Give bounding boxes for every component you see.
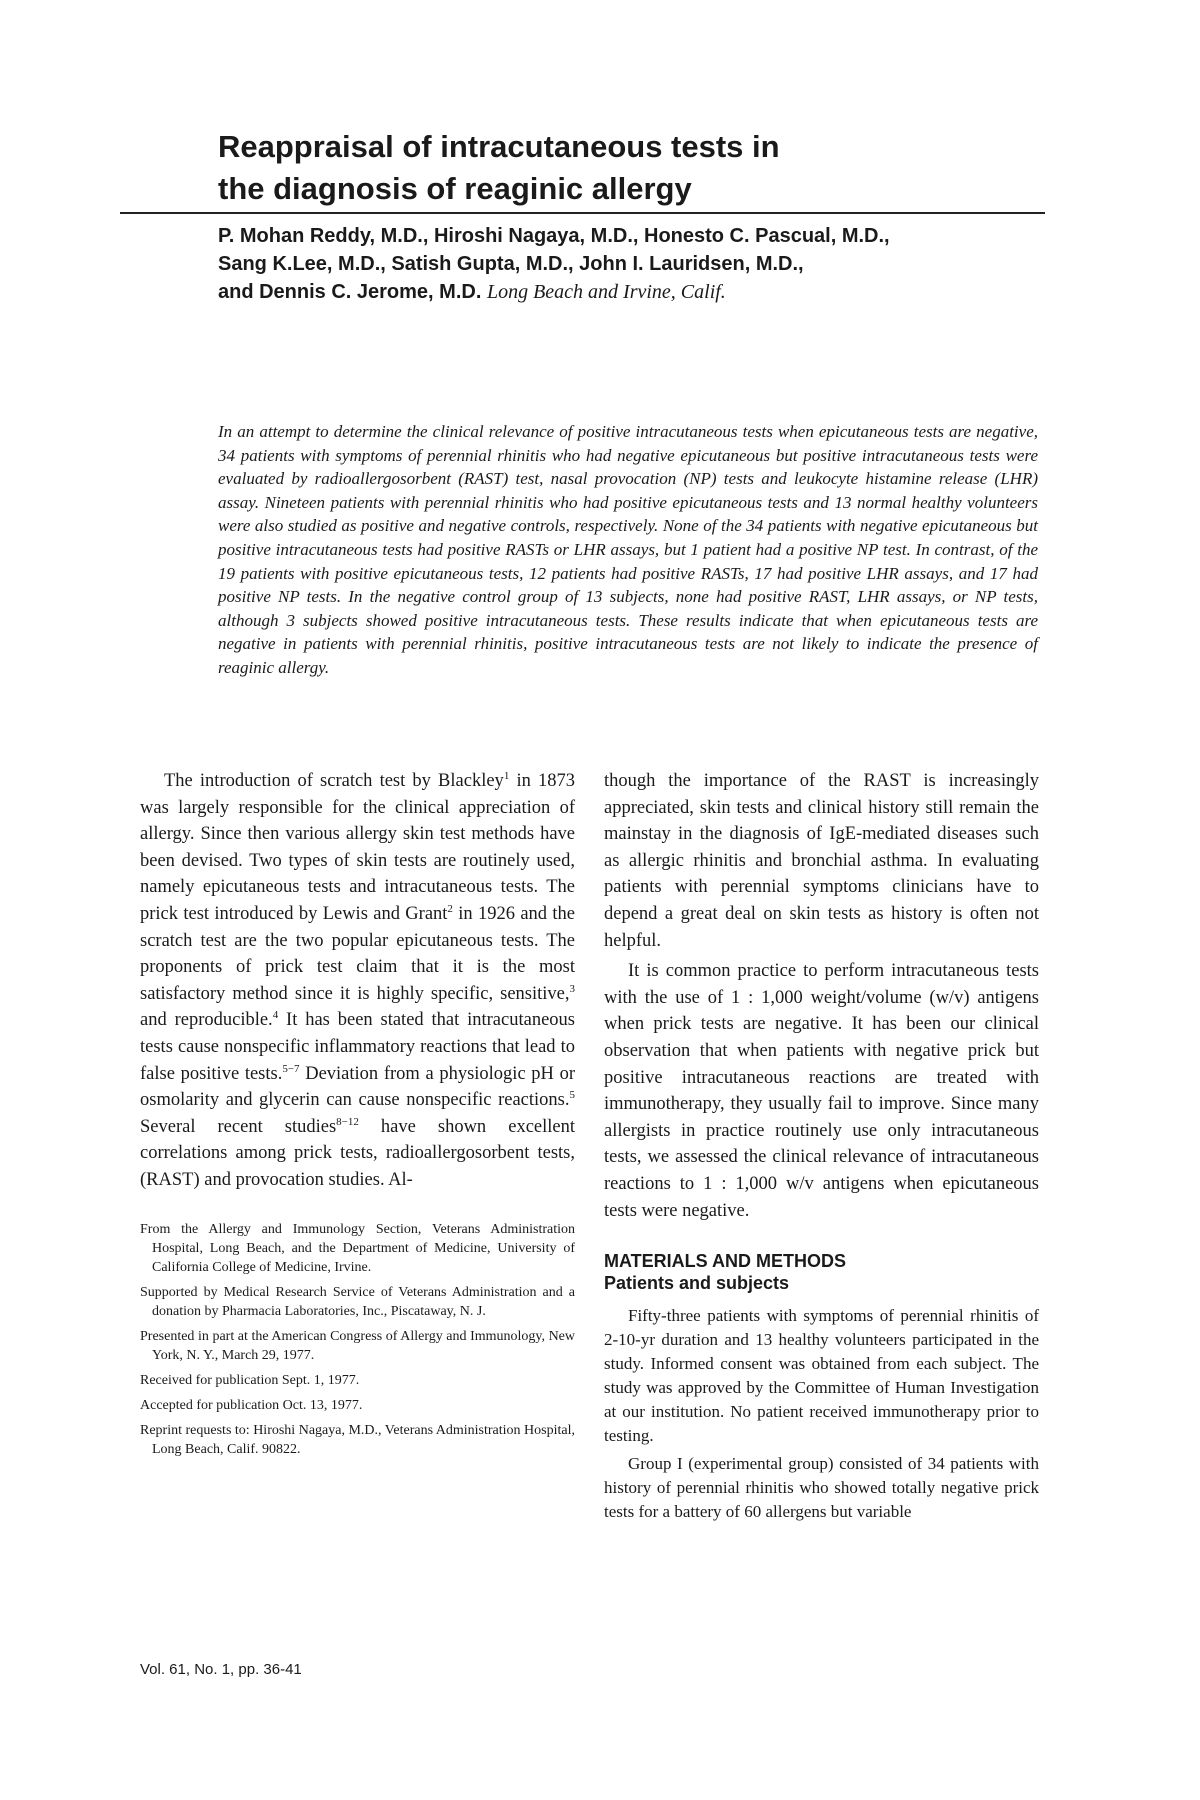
body-column-left	[140, 768, 575, 1198]
footnote-reprint: Reprint requests to: Hiroshi Nagaya, M.D., Veterans Administration Hospital, Long Beach, Calif. 90822.	[140, 1423, 575, 1457]
intro-text-a: The introduction of scratch test by Blackley	[164, 771, 504, 791]
ref-4: 4	[272, 1009, 279, 1022]
ref-1: 1	[503, 769, 510, 782]
authors-line-3: and Dennis C. Jerome, M.D.	[218, 281, 482, 303]
methods-paragraph-2: Group I (experimental group) consisted of 34 patients with history of perennial rhinitis who showed totally negative prick tests for a battery of 60 allergens but variable	[604, 1454, 1039, 1522]
ref-5: 5	[569, 1088, 575, 1101]
intro-text-b: in 1873 was largely responsible for the clinical appreciation of allergy. Since then various allergy skin test methods have been devised. Two types of skin tests are routinely used, namely epicutaneous tests and intracutaneous tests. The prick test introduced by Lewis and Grant	[140, 771, 575, 924]
ref-3: 3	[569, 982, 575, 995]
author-location: Long Beach and Irvine, Calif.	[486, 281, 726, 303]
intro-text-e: It has been stated that intracutaneous tests cause nonspecific inflammatory reactions that lead to false positive tests.	[140, 1010, 575, 1084]
body-column-right	[604, 768, 1039, 1528]
methods-title: MATERIALS AND METHODS	[604, 1251, 846, 1272]
author-list	[218, 222, 1038, 306]
footnote-affiliation: From the Allergy and Immunology Section, Veterans Administration Hospital, Long Beach, and the Department of Medicine, University of California College of Medicine, Irvine.	[140, 1222, 575, 1275]
intro-paragraph-1-continued: though the importance of the RAST is increasingly appreciated, skin tests and clinical history still remain the mainstay in the diagnosis of IgE-mediated diseases such as allergic rhinitis and bronchial asthma. In evaluating patients with perennial symptoms clinicians have to depend a great deal on skin tests as history is often not helpful.	[604, 771, 1039, 951]
intro-text-c: in 1926 and the scratch test are the two popular epicutaneous tests. The proponents of prick test claim that it is the most satisfactory method since it is highly specific, sensitive,	[140, 903, 575, 1004]
ref-2: 2	[447, 902, 453, 915]
title-divider	[120, 212, 1045, 214]
authors-line-2: Sang K.Lee, M.D., Satish Gupta, M.D., John I. Lauridsen, M.D.,	[218, 253, 804, 275]
intro-text-f: Deviation from a physiologic pH or osmolarity and glycerin can cause nonspecific reactions.	[140, 1063, 575, 1111]
intro-paragraph-2: It is common practice to perform intracutaneous tests with the use of 1 : 1,000 weight/volume (w/v) antigens when prick tests are negative. It has been our clinical observation that when patients with negative prick but positive intracutaneous reactions are treated with immunotherapy, they usually fail to improve. Since many allergists in practice routinely use only intracutaneous tests, we assessed the clinical relevance of intracutaneous reactions to 1 : 1,000 w/v antigens when epicutaneous tests were negative.	[604, 961, 1039, 1221]
title-line-1: Reappraisal of intracutaneous tests in	[218, 129, 780, 164]
ref-5-7: 5−7	[282, 1062, 300, 1075]
intro-paragraph-1	[140, 768, 575, 1194]
volume-info: Vol. 61, No. 1, pp. 36-41	[140, 1661, 302, 1678]
intro-text-h-left: have shown excellent correlations among prick tests, radioallergosorbent tests, (RAST) and provocation studies. Al-	[140, 1116, 575, 1190]
authors-line-1: P. Mohan Reddy, M.D., Hiroshi Nagaya, M.D., Honesto C. Pascual, M.D.,	[218, 225, 890, 247]
intro-text-d: and reproducible.	[140, 1010, 273, 1031]
intro-text-g: Several recent studies	[140, 1116, 337, 1137]
footnote-accepted: Accepted for publication Oct. 13, 1977.	[140, 1398, 363, 1413]
footnote-received: Received for publication Sept. 1, 1977.	[140, 1373, 360, 1388]
methods-paragraph-1: Fifty-three patients with symptoms of perennial rhinitis of 2-10-yr duration and 13 healthy volunteers participated in the study. Informed consent was obtained from each subject. The study was approved by the Committee of Human Investigation at our institution. No patient received immunotherapy prior to testing.	[604, 1306, 1039, 1446]
footnote-support: Supported by Medical Research Service of Veterans Administration and a donation by Pharmacia Laboratories, Inc., Piscataway, N. J.	[140, 1285, 575, 1319]
abstract: In an attempt to determine the clinical relevance of positive intracutaneous tests when epicutaneous tests are negative, 34 patients with symptoms of perennial rhinitis who had negative epicutaneous but positive intracutaneous tests were evaluated by radioallergosorbent (RAST) test, nasal provocation (NP) tests and leukocyte histamine release (LHR) assay. Nineteen patients with perennial rhinitis who had positive epicutaneous tests and 13 normal healthy volunteers were also studied as positive and negative controls, respectively. None of the 34 patients with negative epicutaneous but positive intracutaneous tests had positive RASTs or LHR assays, but 1 patient had a positive NP test. In contrast, of the 19 patients with positive epicutaneous tests, 12 patients had positive RASTs, 17 had positive LHR assays, and 17 had positive NP tests. In the negative control group of 13 subjects, none had positive RAST, LHR assays, or NP tests, although 3 subjects showed positive intracutaneous tests. These results indicate that when epicutaneous tests are negative in patients with perennial rhinitis, positive intracutaneous tests are not likely to indicate the presence of reaginic allergy.	[218, 422, 1038, 677]
title-line-2: the diagnosis of reaginic allergy	[218, 171, 692, 206]
article-title	[218, 126, 1038, 210]
footnotes	[140, 1220, 575, 1465]
ref-8-12: 8−12	[336, 1115, 359, 1128]
footnote-presented: Presented in part at the American Congress of Allergy and Immunology, New York, N. Y., March 29, 1977.	[140, 1329, 575, 1363]
methods-heading	[604, 1250, 1039, 1294]
methods-subtitle: Patients and subjects	[604, 1273, 790, 1294]
